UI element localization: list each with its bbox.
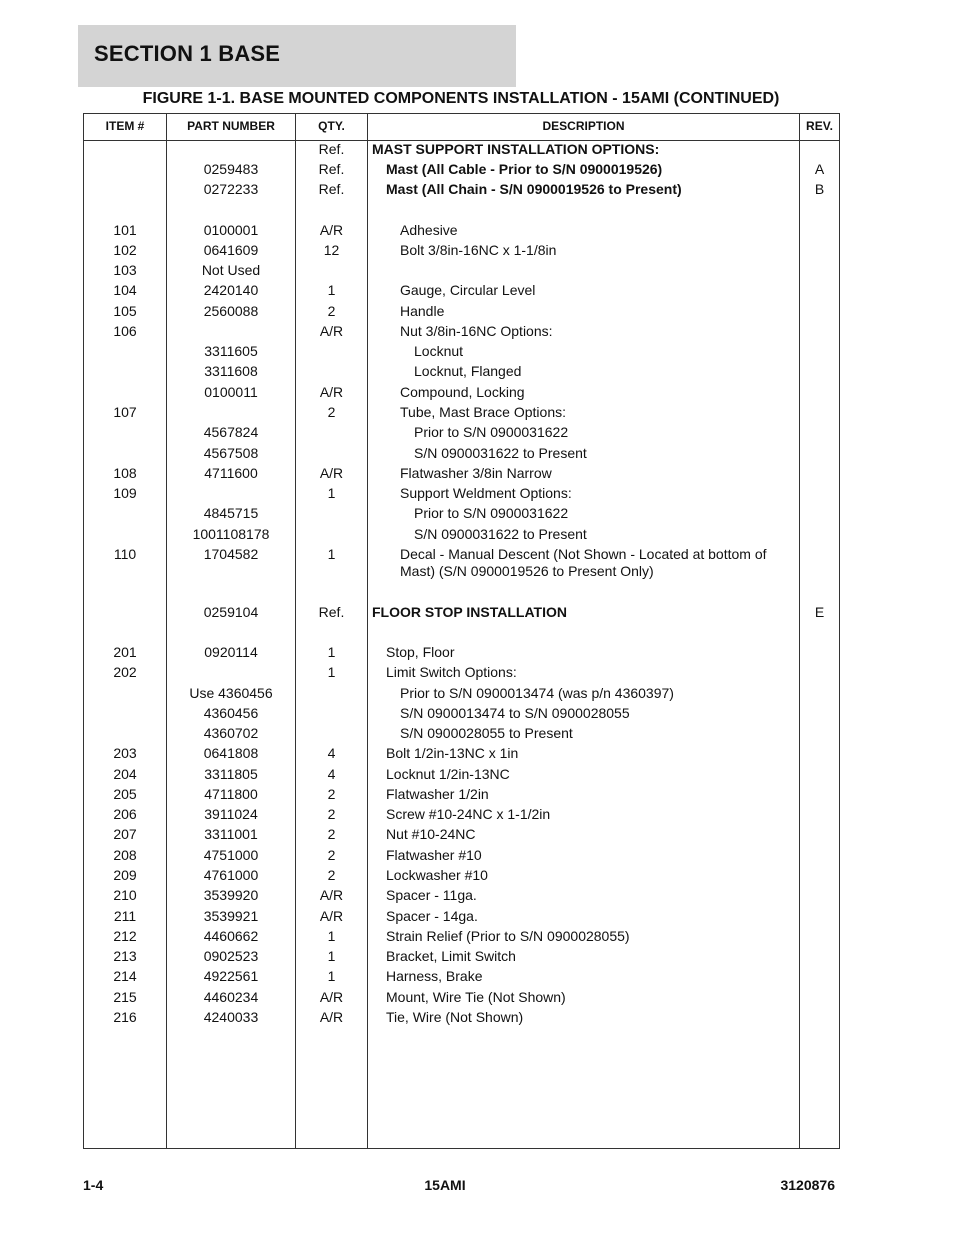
part-number: 4360702 <box>203 725 259 741</box>
item-number: 215 <box>113 989 137 1005</box>
quantity: 2 <box>327 806 336 822</box>
part-number: 2420140 <box>203 282 259 298</box>
description: Spacer - 11ga. <box>386 887 477 903</box>
part-number: 0272233 <box>203 181 259 197</box>
part-number: 0920114 <box>204 644 258 660</box>
description: Nut 3/8in-16NC Options: <box>400 323 553 339</box>
description: Spacer - 14ga. <box>386 908 478 924</box>
description: Locknut, Flanged <box>414 363 522 379</box>
part-number: 4751000 <box>203 847 259 863</box>
part-number: 2560088 <box>203 303 259 319</box>
item-number: 105 <box>113 303 137 319</box>
item-number: 216 <box>113 1009 137 1025</box>
quantity: A/R <box>319 465 344 481</box>
footer-model: 15AMI <box>424 1177 466 1193</box>
revision: A <box>814 161 825 177</box>
description: Flatwasher 3/8in Narrow <box>400 465 552 481</box>
item-number: 103 <box>113 262 137 278</box>
description: Stop, Floor <box>386 644 455 660</box>
quantity: 4 <box>327 766 336 782</box>
item-number: 101 <box>113 222 137 238</box>
part-number: 3311605 <box>204 343 258 359</box>
description: Nut #10-24NC <box>386 826 476 842</box>
part-number: 4567508 <box>203 445 259 461</box>
item-number: 201 <box>113 644 137 660</box>
quantity: Ref. <box>318 604 345 620</box>
quantity: Ref. <box>318 181 345 197</box>
quantity: 2 <box>327 847 336 863</box>
item-number: 212 <box>113 928 137 944</box>
revision: B <box>814 181 825 197</box>
quantity: 1 <box>327 968 336 984</box>
item-number: 208 <box>113 847 137 863</box>
description: Bracket, Limit Switch <box>386 948 516 964</box>
item-number: 106 <box>113 323 137 339</box>
part-number: 3539920 <box>203 887 259 903</box>
part-number: 0641808 <box>203 745 259 761</box>
quantity: A/R <box>319 384 344 400</box>
description: MAST SUPPORT INSTALLATION OPTIONS: <box>372 141 660 157</box>
figure-title: FIGURE 1-1. BASE MOUNTED COMPONENTS INSTALLATION - 15AMI (CONTINUED) <box>142 90 780 107</box>
description: S/N 0900031622 to Present <box>414 445 587 461</box>
quantity: 2 <box>327 867 336 883</box>
item-number: 202 <box>113 664 137 680</box>
part-number: 4761000 <box>203 867 259 883</box>
item-number: 214 <box>113 968 137 984</box>
part-number: Use 4360456 <box>189 685 273 701</box>
description: Locknut <box>414 343 464 359</box>
description: Gauge, Circular Level <box>400 282 536 298</box>
part-number: 4567824 <box>203 424 259 440</box>
description: Support Weldment Options: <box>400 485 572 501</box>
column-divider <box>367 114 368 1148</box>
quantity: 1 <box>327 485 336 501</box>
part-number: 0902523 <box>203 948 259 964</box>
quantity: 1 <box>327 546 336 562</box>
part-number: 3311608 <box>204 363 258 379</box>
quantity: 1 <box>327 928 336 944</box>
footer-doc-number: 3120876 <box>780 1177 835 1193</box>
item-number: 107 <box>113 404 137 420</box>
item-number: 210 <box>113 887 137 903</box>
part-number: 0100011 <box>204 384 258 400</box>
description: Flatwasher 1/2in <box>386 786 489 802</box>
description: Prior to S/N 0900013474 (was p/n 4360397) <box>400 685 674 701</box>
quantity: 1 <box>327 948 336 964</box>
item-number: 209 <box>113 867 137 883</box>
section-banner <box>78 25 516 87</box>
part-number: Not Used <box>201 262 261 278</box>
part-number: 3539921 <box>203 908 259 924</box>
header-description: DESCRIPTION <box>542 119 625 133</box>
part-number: 4240033 <box>203 1009 259 1025</box>
column-divider <box>799 114 800 1148</box>
item-number: 110 <box>113 546 137 562</box>
footer-page-number: 1-4 <box>83 1177 104 1193</box>
item-number: 204 <box>113 766 137 782</box>
part-number: 0100001 <box>203 222 259 238</box>
header-rev: REV. <box>806 119 833 133</box>
parts-table <box>83 113 840 1149</box>
description: Flatwasher #10 <box>386 847 482 863</box>
description: Bolt 1/2in-13NC x 1in <box>386 745 519 761</box>
item-number: 108 <box>113 465 137 481</box>
quantity: A/R <box>319 323 344 339</box>
quantity: A/R <box>319 1009 344 1025</box>
description: Screw #10-24NC x 1-1/2in <box>386 806 551 822</box>
section-title: SECTION 1 BASE <box>94 41 281 66</box>
quantity: 1 <box>327 664 336 680</box>
quantity: A/R <box>319 222 344 238</box>
part-number: 0259104 <box>203 604 259 620</box>
description: S/N 0900013474 to S/N 0900028055 <box>400 705 630 721</box>
description: Strain Relief (Prior to S/N 0900028055) <box>386 928 630 944</box>
part-number: 4360456 <box>203 705 259 721</box>
description: Compound, Locking <box>400 384 525 400</box>
description: S/N 0900028055 to Present <box>400 725 573 741</box>
part-number: 1704582 <box>203 546 259 562</box>
part-number: 4460234 <box>203 989 259 1005</box>
revision: E <box>814 604 825 620</box>
part-number: 4711800 <box>204 786 258 802</box>
description: Lockwasher #10 <box>386 867 488 883</box>
quantity: 1 <box>327 282 336 298</box>
description: Limit Switch Options: <box>386 664 517 680</box>
quantity: 2 <box>327 404 336 420</box>
description: FLOOR STOP INSTALLATION <box>372 604 567 620</box>
quantity: A/R <box>319 908 344 924</box>
part-number: 1001108178 <box>192 526 270 542</box>
part-number: 4460662 <box>203 928 259 944</box>
table-header-row <box>84 114 839 141</box>
quantity: 2 <box>327 826 336 842</box>
quantity: Ref. <box>318 141 345 157</box>
part-number: 4711600 <box>204 465 258 481</box>
quantity: A/R <box>319 989 344 1005</box>
part-number: 0641609 <box>203 242 259 258</box>
description: Prior to S/N 0900031622 <box>414 505 569 521</box>
quantity: 12 <box>323 242 340 258</box>
item-number: 102 <box>113 242 137 258</box>
header-qty: QTY. <box>318 119 345 133</box>
part-number: 4922561 <box>203 968 259 984</box>
description: Tie, Wire (Not Shown) <box>386 1009 524 1025</box>
quantity: A/R <box>319 887 344 903</box>
quantity: 1 <box>327 644 336 660</box>
description: Mast (All Chain - S/N 0900019526 to Present) <box>386 181 682 197</box>
quantity: 2 <box>327 303 336 319</box>
description: Mount, Wire Tie (Not Shown) <box>386 989 566 1005</box>
description: Handle <box>400 303 445 319</box>
description: Harness, Brake <box>386 968 483 984</box>
quantity: 4 <box>327 745 336 761</box>
description: Prior to S/N 0900031622 <box>414 424 569 440</box>
item-number: 104 <box>113 282 137 298</box>
part-number: 4845715 <box>203 505 259 521</box>
description: Adhesive <box>400 222 458 238</box>
quantity: Ref. <box>318 161 345 177</box>
description: Bolt 3/8in-16NC x 1-1/8in <box>400 242 557 258</box>
description: Mast (All Cable - Prior to S/N 0900019526) <box>386 161 663 177</box>
item-number: 203 <box>113 745 137 761</box>
part-number: 0259483 <box>203 161 259 177</box>
description: S/N 0900031622 to Present <box>414 526 587 542</box>
header-part-number: PART NUMBER <box>187 119 275 133</box>
description: Tube, Mast Brace Options: <box>400 404 566 420</box>
item-number: 207 <box>113 826 137 842</box>
part-number: 3311805 <box>204 766 258 782</box>
description: Decal - Manual Descent (Not Shown - Located at bottom of Mast) (S/N 0900019526 to Present Only) <box>400 546 767 579</box>
header-item: ITEM # <box>105 119 145 133</box>
part-number: 3911024 <box>204 806 258 822</box>
description: Locknut 1/2in-13NC <box>386 766 510 782</box>
item-number: 206 <box>113 806 137 822</box>
item-number: 211 <box>113 908 137 924</box>
item-number: 109 <box>113 485 137 501</box>
part-number: 3311001 <box>204 826 258 842</box>
item-number: 213 <box>113 948 137 964</box>
quantity: 2 <box>327 786 336 802</box>
item-number: 205 <box>113 786 137 802</box>
